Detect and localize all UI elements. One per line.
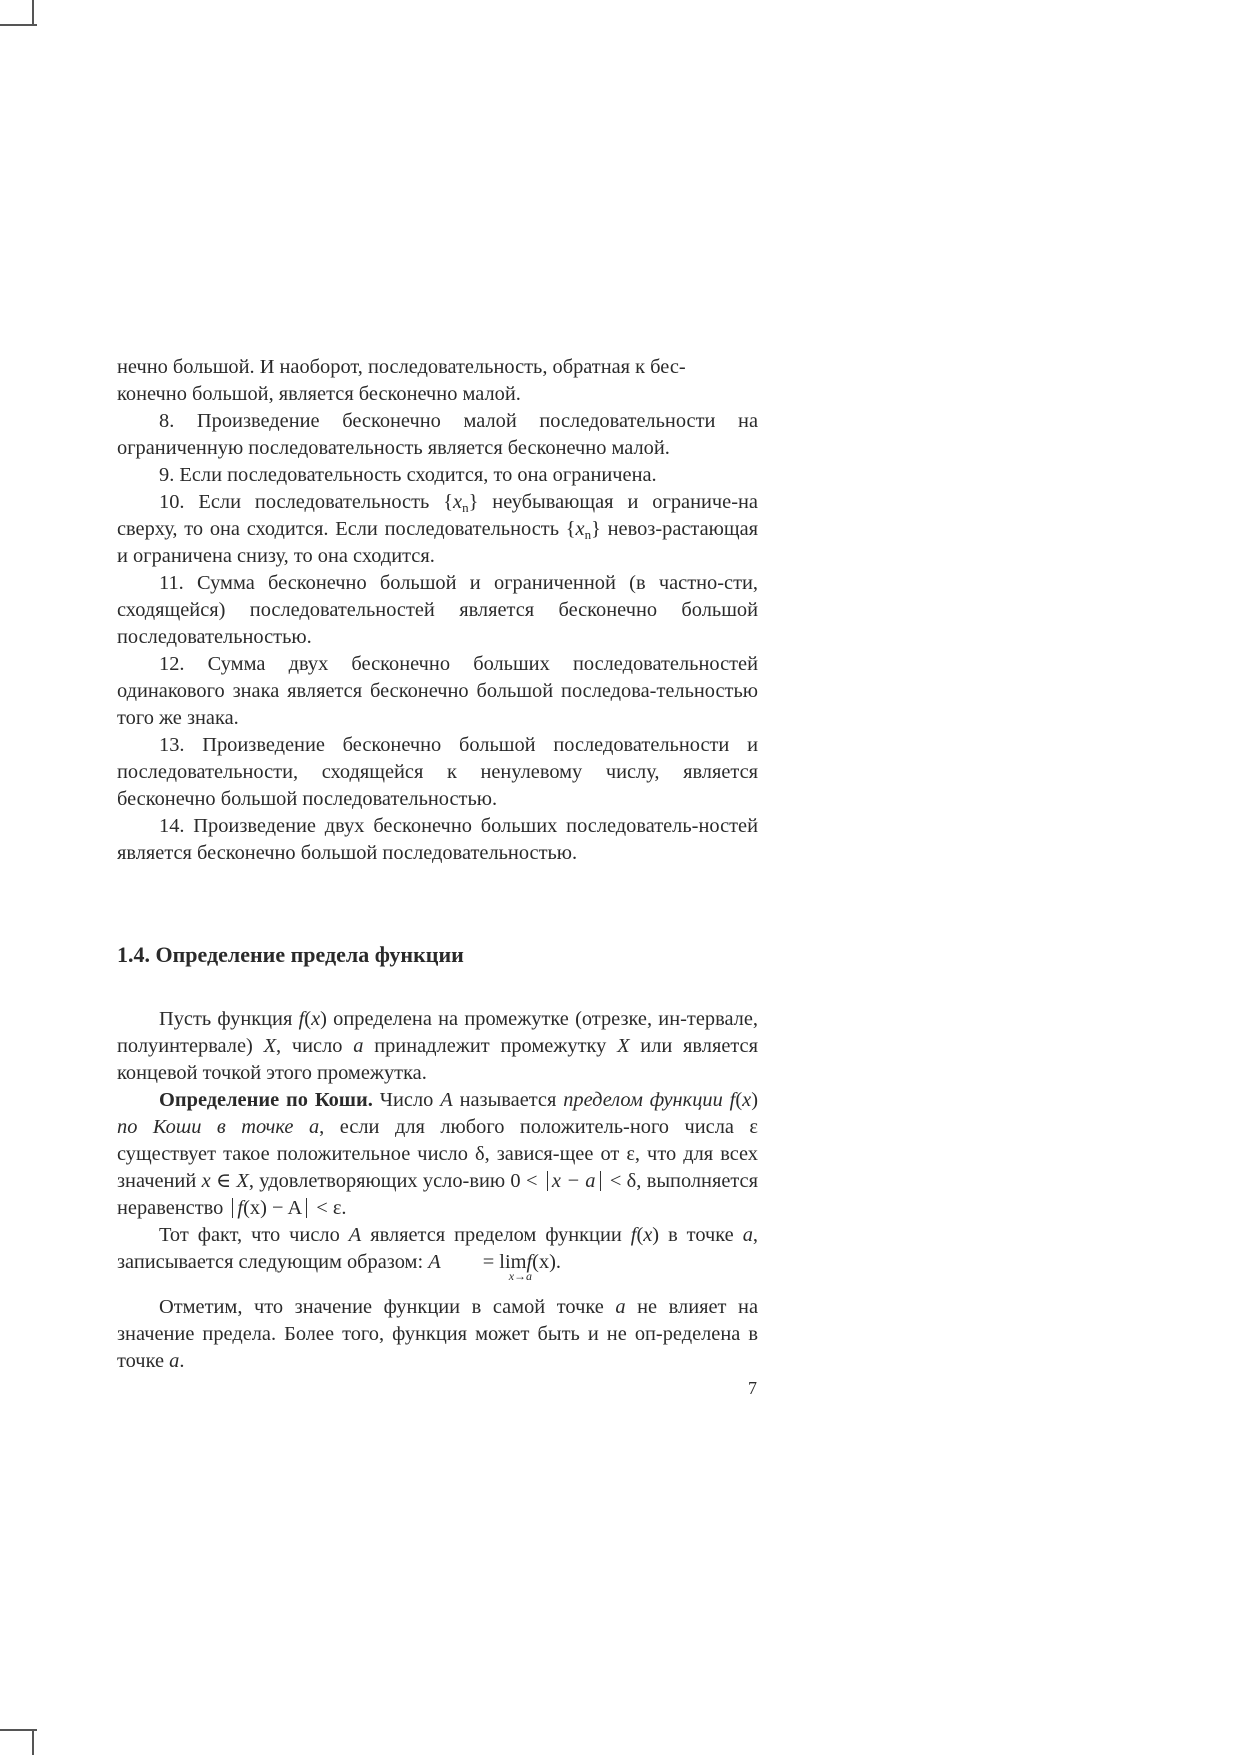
page-body — [117, 354, 758, 1375]
paragraph-continued — [117, 354, 758, 408]
section-heading: 1.4. Определение предела функции — [117, 942, 464, 967]
crop-mark-bottom-vertical — [32, 1729, 34, 1755]
paragraph-limit-notation: Тот факт, что число A является пределом функции f(x) в точке a, записывается следующим образом: A= lim x→a f(x). — [117, 1224, 758, 1283]
paragraph-9: 9. Если последовательность сходится, то она ограничена. — [159, 464, 657, 486]
paragraph-13: 13. Произведение бесконечно большой последовательности и последовательности, сходящейся к ненулевому числу, является бесконечно большой последовательностью. — [117, 734, 758, 810]
limit-formula: A= lim x→a f(x). — [428, 1251, 562, 1283]
paragraph-11: 11. Сумма бесконечно большой и ограниченной (в частно-сти, сходящейся) последовательностей является бесконечно большой последовательностью. — [117, 572, 758, 648]
page-number: 7 — [748, 1378, 757, 1398]
paragraph-8: 8. Произведение бесконечно малой последовательности на ограниченную последовательность является бесконечно малой. — [117, 410, 758, 459]
paragraph-14: 14. Произведение двух бесконечно больших последователь-ностей является бесконечно большой последовательностью. — [117, 815, 758, 864]
paragraph-cauchy-definition: Определение по Коши. Число A называется пределом функции f(x) по Коши в точке a, если для любого положитель-ного числа ε существует такое положительное число δ, завися-щее от ε, что для всех значений x ∈ X, удовлетворяющих усло-вию 0 < x − a < δ, выполняется неравенство f(x) − A < ε. — [117, 1089, 758, 1219]
crop-mark-top-horizontal — [0, 24, 37, 26]
crop-mark-top-vertical — [32, 0, 34, 26]
paragraph-note: Отметим, что значение функции в самой точке a не влияет на значение предела. Более того, функция может быть и не оп-ределена в точке a. — [117, 1296, 758, 1372]
definition-label: Определение по Коши. — [159, 1089, 373, 1111]
paragraph-intro: Пусть функция f(x) определена на промежутке (отрезке, ин-тервале, полуинтервале) X, число a принадлежит промежутку X или является концевой точкой этого промежутка. — [117, 1008, 758, 1084]
paragraph-10: 10. Если последовательность $\{x_n\}$ неубывающая и ограниче-на сверху, то она сходится. Если последовательность $\{x_n\}$ невоз-растающая и ограничена снизу, то она сходится. — [117, 491, 758, 567]
paragraph-12: 12. Сумма двух бесконечно больших последовательностей одинакового знака является бесконечно большой последова-тельностью того же знака. — [117, 653, 758, 729]
paragraph-continued-line-1: нечно большой. И наоборот, последовательность, обратная к бес- — [117, 356, 686, 378]
paragraph-continued-line-2: конечно большой, является бесконечно малой. — [117, 383, 521, 405]
